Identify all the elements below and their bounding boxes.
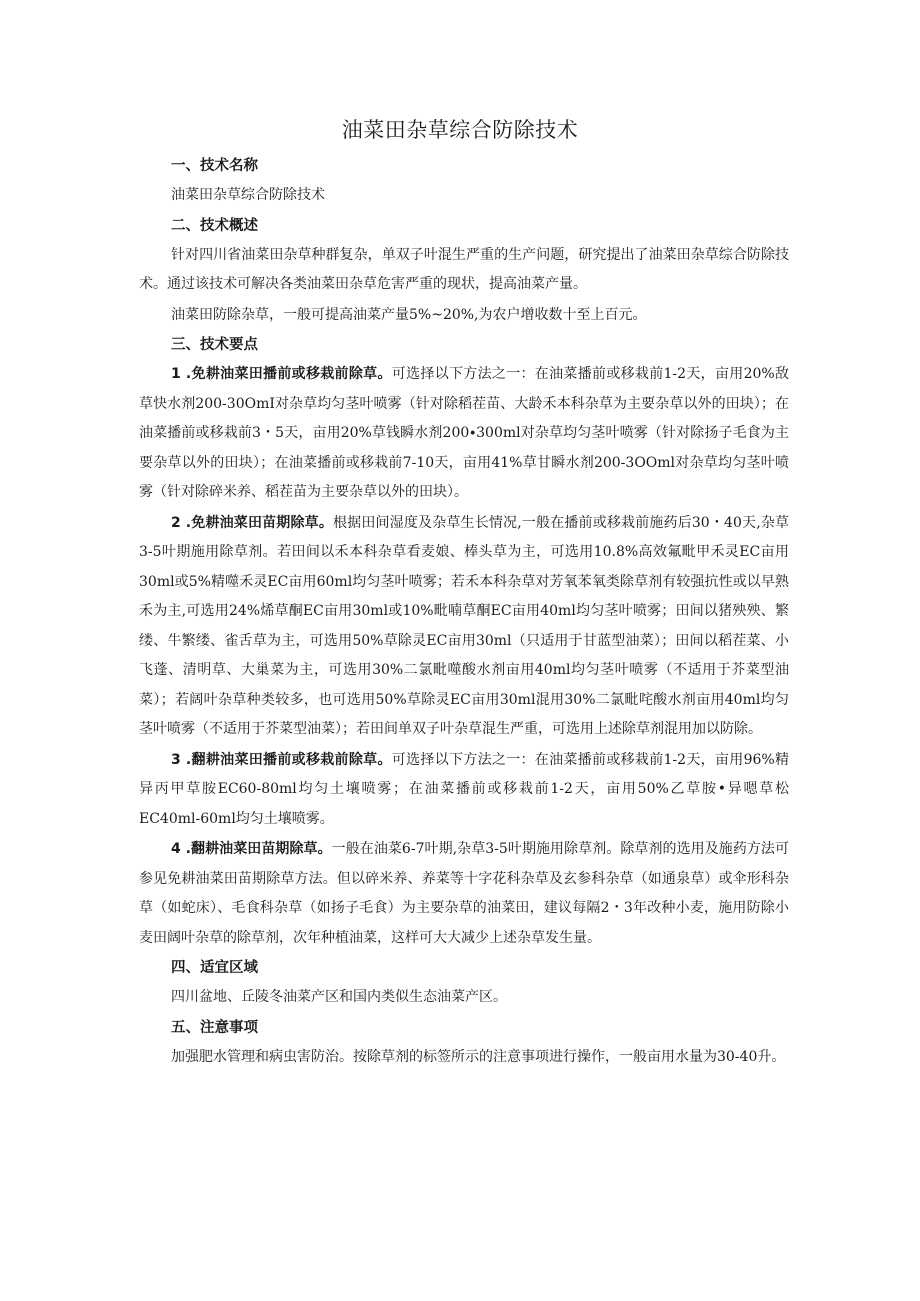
key-point-1-lead: 1 .免耕油菜田播前或移栽前除草。 <box>171 366 392 382</box>
key-point-1-text: 可选择以下方法之一：在油菜播前或移栽前1-2天，亩用20%敌草快水剂200-30OmI对杂草均匀茎叶喷雾（针对除稻茬苗、大龄禾本科杂草为主要杂草以外的田块）；在油菜播前或移栽前3・5天，亩用20%草钱瞬水剂200∙300ml对杂草均匀茎叶喷雾（针对除扬子毛食为主要杂草以外的田块）；在油菜播前或移栽前7-10天，亩用41%草甘瞬水剂200-3OOml对杂草均匀茎叶喷雾（针对除碎米养、稻茬苗为主要杂草以外的田块）。 <box>139 366 789 500</box>
key-point-2-text: 根据田间湿度及杂草生长情况,一般在播前或移栽前施药后30・40天,杂草3-5叶期施用除草剂。若田间以禾本科杂草看麦娘、棒头草为主，可选用10.8%高效氟毗甲禾灵EC亩用30ml或5%精噬禾灵EC亩用60ml均匀茎叶喷雾；若禾本科杂草对芳氧苯氧类除草剂有较强抗性或以早熟禾为主,可选用24%烯草酮EC亩用30ml或10%毗喃草酮EC亩用40ml均匀茎叶喷雾；田间以猪殃殃、繁缕、牛繁缕、雀舌草为主，可选用50%草除灵EC亩用30ml（只适用于甘蓝型油菜）；田间以稻茬菜、小飞蓬、清明草、大巢菜为主，可选用30%二氯毗噬酸水剂亩用40ml均匀茎叶喷雾（不适用于芥菜型油菜）；若阔叶杂草种类较多，也可选用50%草除灵EC亩用30ml混用30%二氯毗咤酸水剂亩用40ml均匀茎叶喷雾（不适用于芥菜型油菜）；若田间单双子叶杂草混生严重，可选用上述除草剂混用加以防除。 <box>139 514 790 737</box>
notes-paragraph: 加强肥水管理和病虫害防治。按除草剂的标签所示的注意事项进行操作，一般亩用水量为30-40升。 <box>171 1048 786 1065</box>
key-point-3 <box>139 746 789 835</box>
section-heading-key-points: 三、技术要点 <box>171 337 258 353</box>
region-paragraph: 四川盆地、丘陵冬油菜产区和国内类似生态油菜产区。 <box>171 989 507 1005</box>
document-title: 油菜田杂草综合防除技术 <box>341 118 579 142</box>
key-point-4-lead: 4 .翻耕油菜田苗期除草。 <box>171 841 332 857</box>
section-heading-region: 四、适宜区域 <box>171 960 258 976</box>
yield-paragraph: 油菜田防除杂草，一般可提高油菜产量5%~20%,为农户增收数十至上百元。 <box>171 306 647 323</box>
document-body <box>139 152 789 1073</box>
key-point-2-lead: 2 .免耕油菜田苗期除草。 <box>171 514 333 531</box>
tech-name-paragraph: 油菜田杂草综合防除技术 <box>171 187 325 203</box>
overview-paragraph: 针对四川省油菜田杂草种群复杂，单双子叶混生严重的生产问题，研究提出了油菜田杂草综合防除技术。通过该技术可解决各类油菜田杂草危害严重的现状，提高油菜产量。 <box>139 246 789 292</box>
key-point-4-text: 一般在油菜6-7叶期,杂草3-5叶期施用除草剂。除草剂的选用及施药方法可参见免耕油菜田苗期除草方法。但以碎米养、养菜等十字花科杂草及玄参科杂草（如通泉草）或伞形科杂草（如蛇床）、毛食科杂草（如扬子毛食）为主要杂草的油菜田，建议每隔2・3年改种小麦，施用防除小麦田阔叶杂草的除草剂，次年种植油菜，这样可大大减少上述杂草发生量。 <box>139 841 789 946</box>
key-point-2 <box>139 509 789 745</box>
key-point-3-lead: 3 .翻耕油菜田播前或移栽前除草。 <box>171 751 392 768</box>
key-point-4 <box>139 835 789 953</box>
key-point-3-text: 可选择以下方法之一：在油菜播前或移栽前1-2天，亩用96%精异丙甲草胺EC60-80ml均匀土壤喷雾；在油菜播前或移栽前1-2天，亩用50%乙草胺•异嗯草松EC40ml-60ml均匀土壤喷雾。 <box>139 751 789 827</box>
section-heading-overview: 二、技术概述 <box>171 217 258 234</box>
section-heading-notes: 五、注意事项 <box>171 1019 258 1036</box>
section-heading-name: 一、技术名称 <box>171 158 258 174</box>
key-point-1 <box>139 360 789 508</box>
